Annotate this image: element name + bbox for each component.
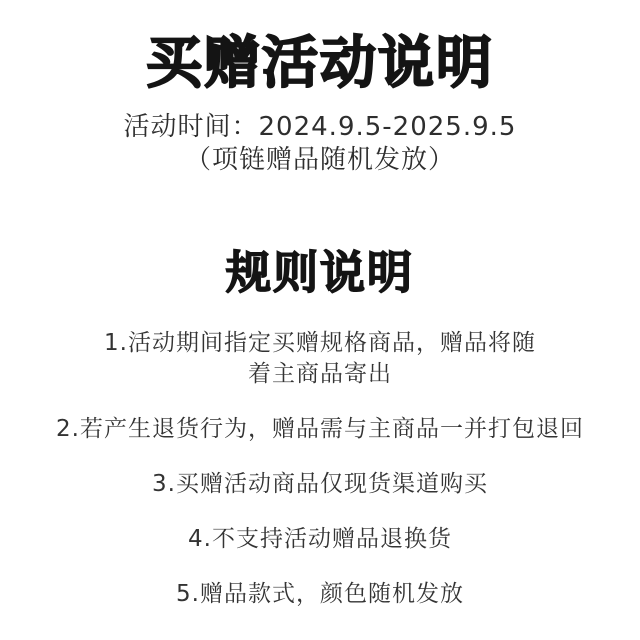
rule-line: 4.不支持活动赠品退换货 — [188, 526, 452, 552]
rule-item-1 — [104, 328, 536, 390]
page-title: 买赠活动说明 — [146, 31, 494, 96]
rule-item-2 — [56, 414, 584, 445]
rule-line: 2.若产生退货行为，赠品需与主商品一并打包退回 — [56, 416, 584, 442]
rule-item-4 — [188, 524, 452, 555]
rule-line: 5.赠品款式，颜色随机发放 — [176, 581, 464, 607]
activity-time-text: 活动时间：2024.9.5-2025.9.5 — [123, 112, 517, 142]
rule-line: 1.活动期间指定买赠规格商品，赠品将随 — [104, 330, 536, 356]
rules-heading: 规则说明 — [225, 246, 414, 299]
gift-note-text: （项链赠品随机发放） — [184, 145, 455, 175]
rule-item-3 — [152, 469, 488, 500]
rule-line: 3.买赠活动商品仅现货渠道购买 — [152, 471, 488, 497]
rule-item-5 — [176, 579, 464, 610]
rule-line: 着主商品寄出 — [247, 361, 392, 387]
